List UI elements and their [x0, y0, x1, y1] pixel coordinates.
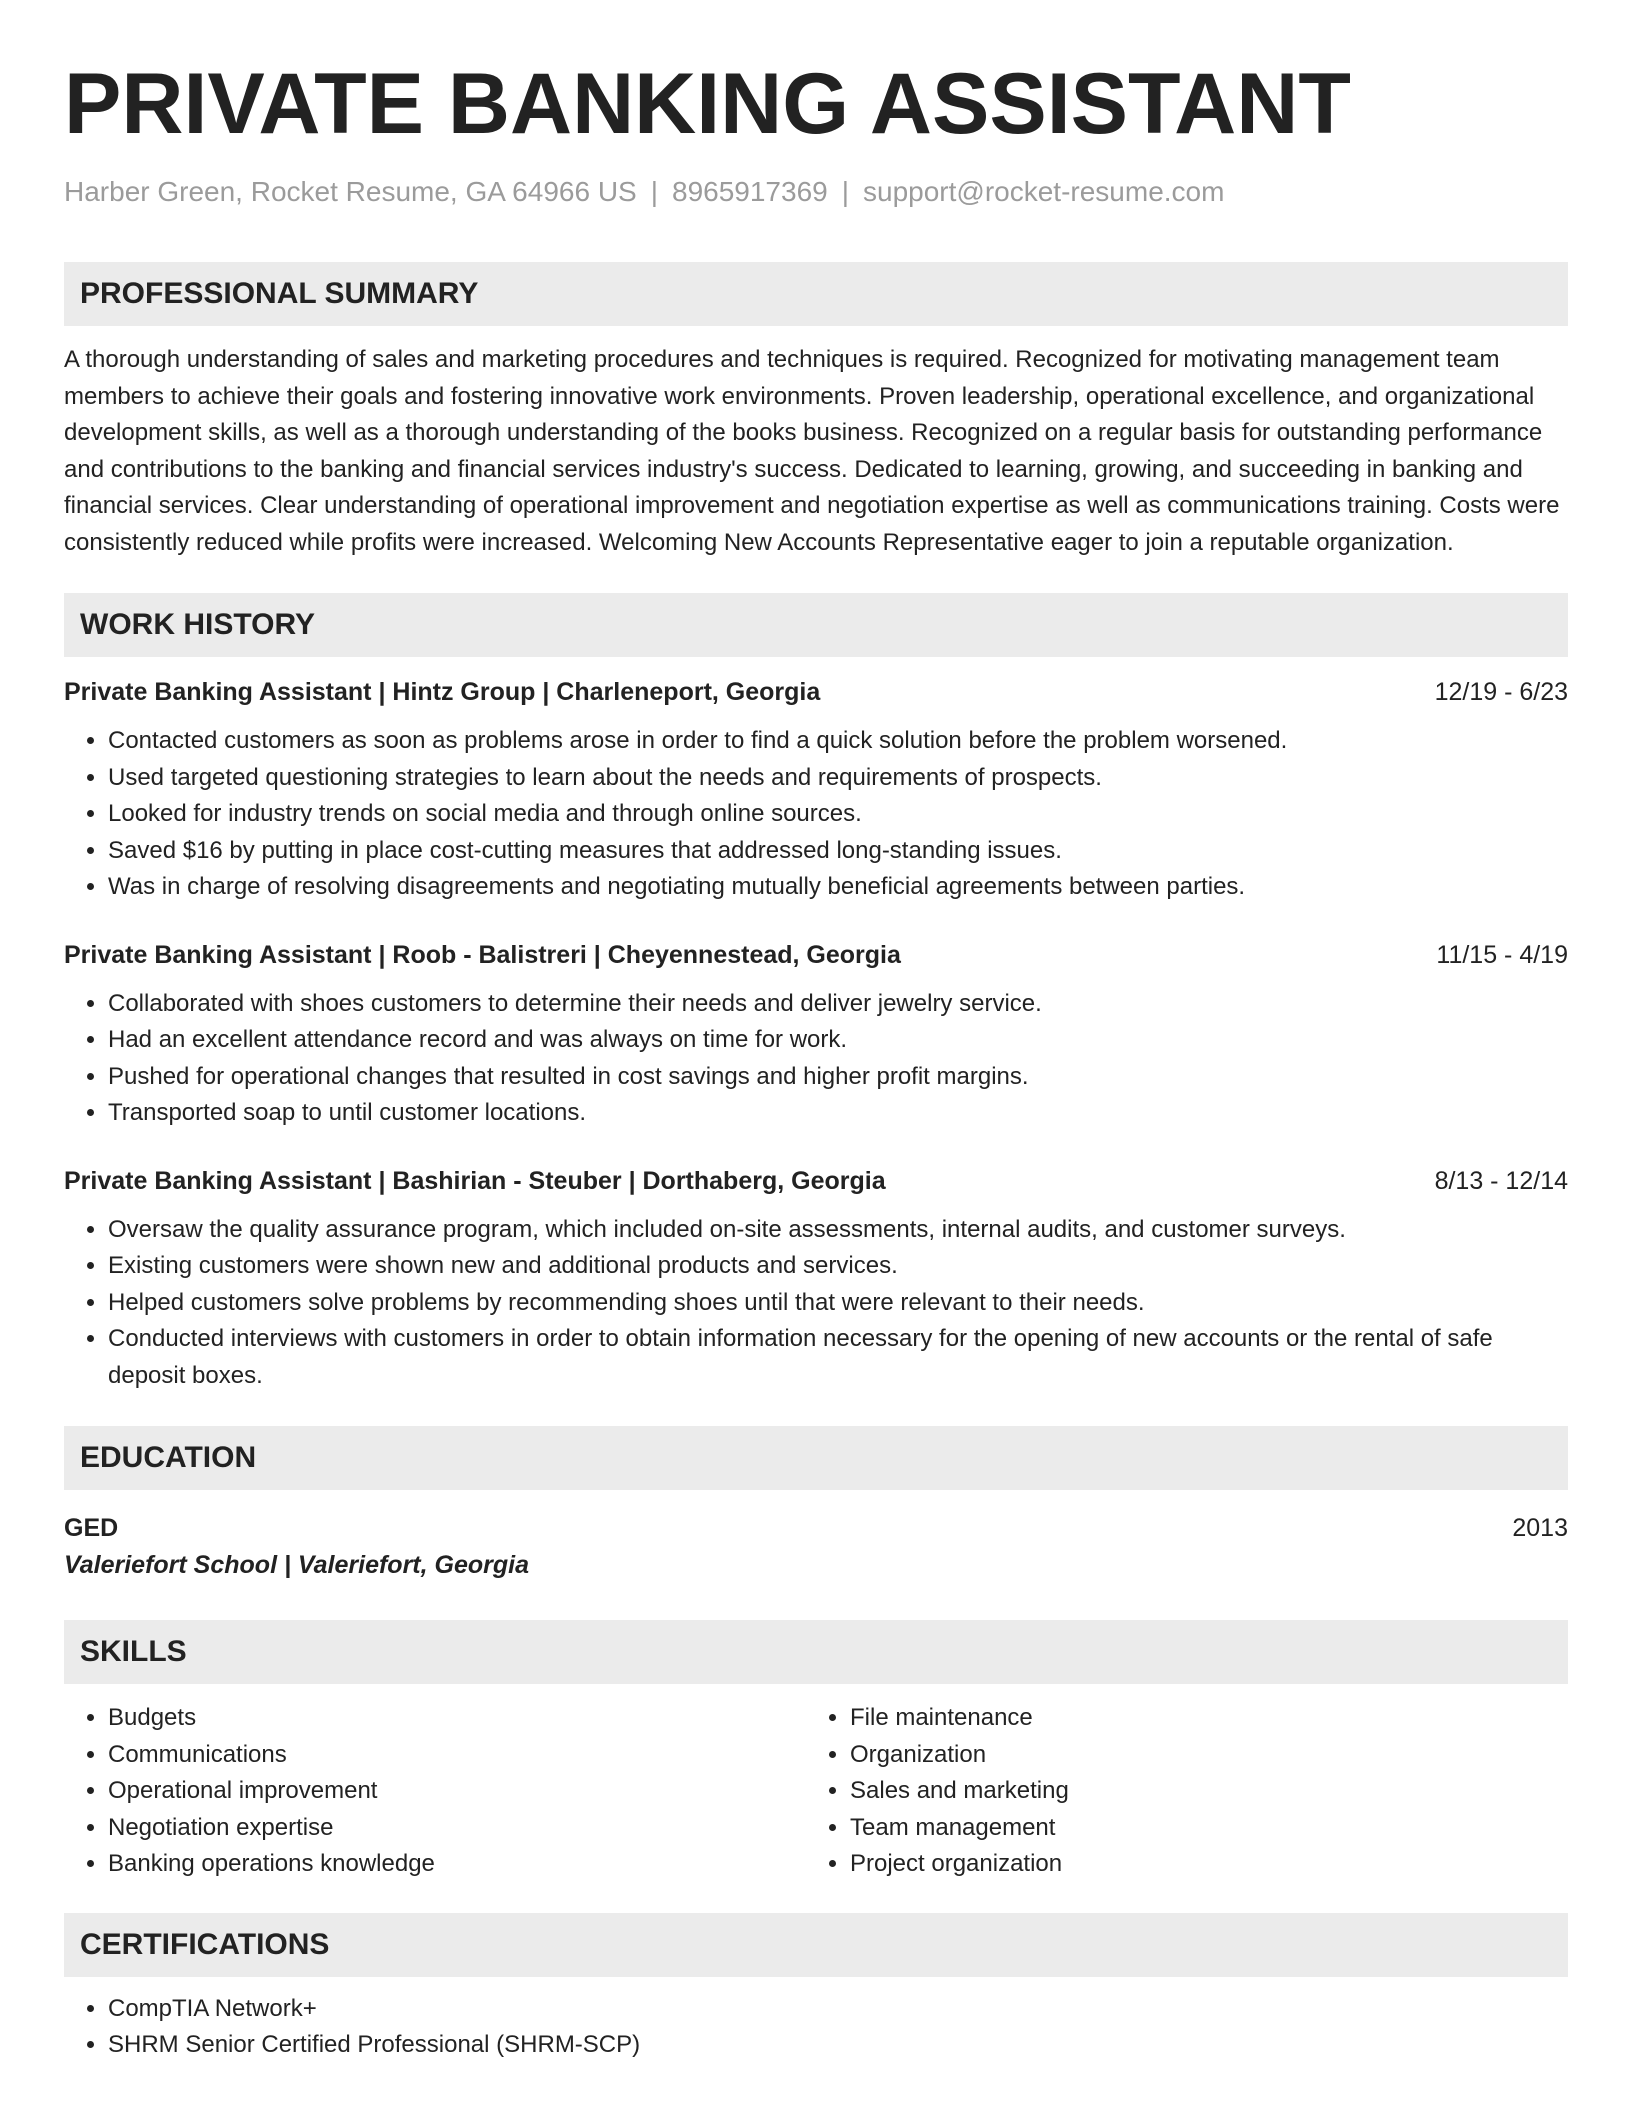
- skills-grid: [64, 1700, 1568, 1883]
- resume-title: PRIVATE BANKING ASSISTANT: [64, 56, 1351, 152]
- skill-item: • Organization: [850, 1737, 1548, 1774]
- skill-item: • Project organization: [850, 1846, 1548, 1883]
- job-bullet: • Transported soap to until customer locations.: [108, 1095, 1568, 1132]
- job-entry: [64, 1164, 1568, 1395]
- certification-item: • CompTIA Network+: [108, 1991, 1568, 2028]
- job-bullet: • Collaborated with shoes customers to determine their needs and deliver jewelry service.: [108, 986, 1568, 1023]
- contact-line: [64, 174, 1568, 210]
- job-bullet: • Used targeted questioning strategies to learn about the needs and requirements of prospects.: [108, 760, 1568, 797]
- skills-column-left: [64, 1700, 806, 1883]
- job-title: Private Banking Assistant | Bashirian - Steuber | Dorthaberg, Georgia: [64, 1166, 886, 1195]
- contact-email: support@rocket-resume.com: [863, 176, 1225, 207]
- section-heading-work-history: WORK HISTORY: [64, 593, 1568, 657]
- job-header: [64, 938, 1568, 972]
- job-dates: 8/13 - 12/14: [1434, 1166, 1568, 1195]
- skill-item: • File maintenance: [850, 1700, 1548, 1737]
- job-bullet: • Looked for industry trends on social media and through online sources.: [108, 796, 1568, 833]
- education-header: [64, 1510, 1568, 1546]
- job-bullets: [64, 723, 1568, 906]
- skill-item: • Sales and marketing: [850, 1773, 1548, 1810]
- job-bullets: [64, 1212, 1568, 1395]
- education-school: Valeriefort School | Valeriefort, Georgia: [64, 1551, 529, 1579]
- section-heading-skills: SKILLS: [64, 1620, 1568, 1684]
- job-header: [64, 675, 1568, 709]
- job-header: [64, 1164, 1568, 1198]
- contact-separator: |: [650, 176, 658, 207]
- skill-item: • Communications: [108, 1737, 806, 1774]
- job-bullet: • Contacted customers as soon as problems arose in order to find a quick solution before the problem worsened.: [108, 723, 1568, 760]
- section-heading-education: EDUCATION: [64, 1426, 1568, 1490]
- job-bullet: • Existing customers were shown new and additional products and services.: [108, 1248, 1568, 1285]
- job-bullet: • Pushed for operational changes that resulted in cost savings and higher profit margins.: [108, 1059, 1568, 1096]
- contact-address: Harber Green, Rocket Resume, GA 64966 US: [64, 176, 637, 207]
- job-bullet: • Saved $16 by putting in place cost-cutting measures that addressed long-standing issues.: [108, 833, 1568, 870]
- job-dates: 12/19 - 6/23: [1434, 678, 1568, 706]
- skill-item: • Operational improvement: [108, 1773, 806, 1810]
- job-bullets: [64, 986, 1568, 1132]
- section-heading-certifications: CERTIFICATIONS: [64, 1913, 1568, 1977]
- certification-item: • SHRM Senior Certified Professional (SHRM-SCP): [108, 2027, 1568, 2064]
- job-bullet: • Helped customers solve problems by recommending shoes until that were relevant to their needs.: [108, 1285, 1568, 1322]
- skill-item: • Negotiation expertise: [108, 1810, 806, 1847]
- education-year: 2013: [1512, 1514, 1568, 1542]
- job-entry: [64, 675, 1568, 906]
- job-bullet: • Oversaw the quality assurance program, which included on-site assessments, internal audits, and customer surveys.: [108, 1212, 1568, 1249]
- job-entry: [64, 938, 1568, 1132]
- job-dates: 11/15 - 4/19: [1436, 940, 1568, 969]
- job-title: Private Banking Assistant | Hintz Group | Charleneport, Georgia: [64, 678, 821, 706]
- certifications-list: [64, 1991, 1568, 2064]
- skill-item: • Banking operations knowledge: [108, 1846, 806, 1883]
- skill-item: • Budgets: [108, 1700, 806, 1737]
- job-bullet: • Conducted interviews with customers in order to obtain information necessary for the opening of new accounts or the rental of safe deposit boxes.: [108, 1321, 1568, 1394]
- skill-item: • Team management: [850, 1810, 1548, 1847]
- contact-separator: |: [841, 176, 850, 207]
- job-bullet: • Was in charge of resolving disagreements and negotiating mutually beneficial agreements between parties.: [108, 869, 1568, 906]
- section-heading-summary: PROFESSIONAL SUMMARY: [64, 262, 1568, 326]
- job-title: Private Banking Assistant | Roob - Balistreri | Cheyennestead, Georgia: [64, 940, 901, 969]
- contact-phone: 8965917369: [672, 176, 828, 207]
- summary-text: A thorough understanding of sales and marketing procedures and techniques is required. Recognized for motivating management team members to achieve their goals and fostering innovative work environments. Proven leadership, operational excellence, and organizational development skills, as well as a thorough understanding of the books business. Recognized on a regular basis for outstanding performance and contributions to the banking and financial services industry's success. Dedicated to learning, growing, and succeeding in banking and financial services. Clear understanding of operational improvement and negotiation expertise as well as communications training. Costs were consistently reduced while profits were increased. Welcoming New Accounts Representative eager to join a reputable organization.: [64, 346, 1560, 556]
- skills-column-right: [806, 1700, 1548, 1883]
- job-bullet: • Had an excellent attendance record and was always on time for work.: [108, 1022, 1568, 1059]
- education-degree: GED: [64, 1514, 119, 1542]
